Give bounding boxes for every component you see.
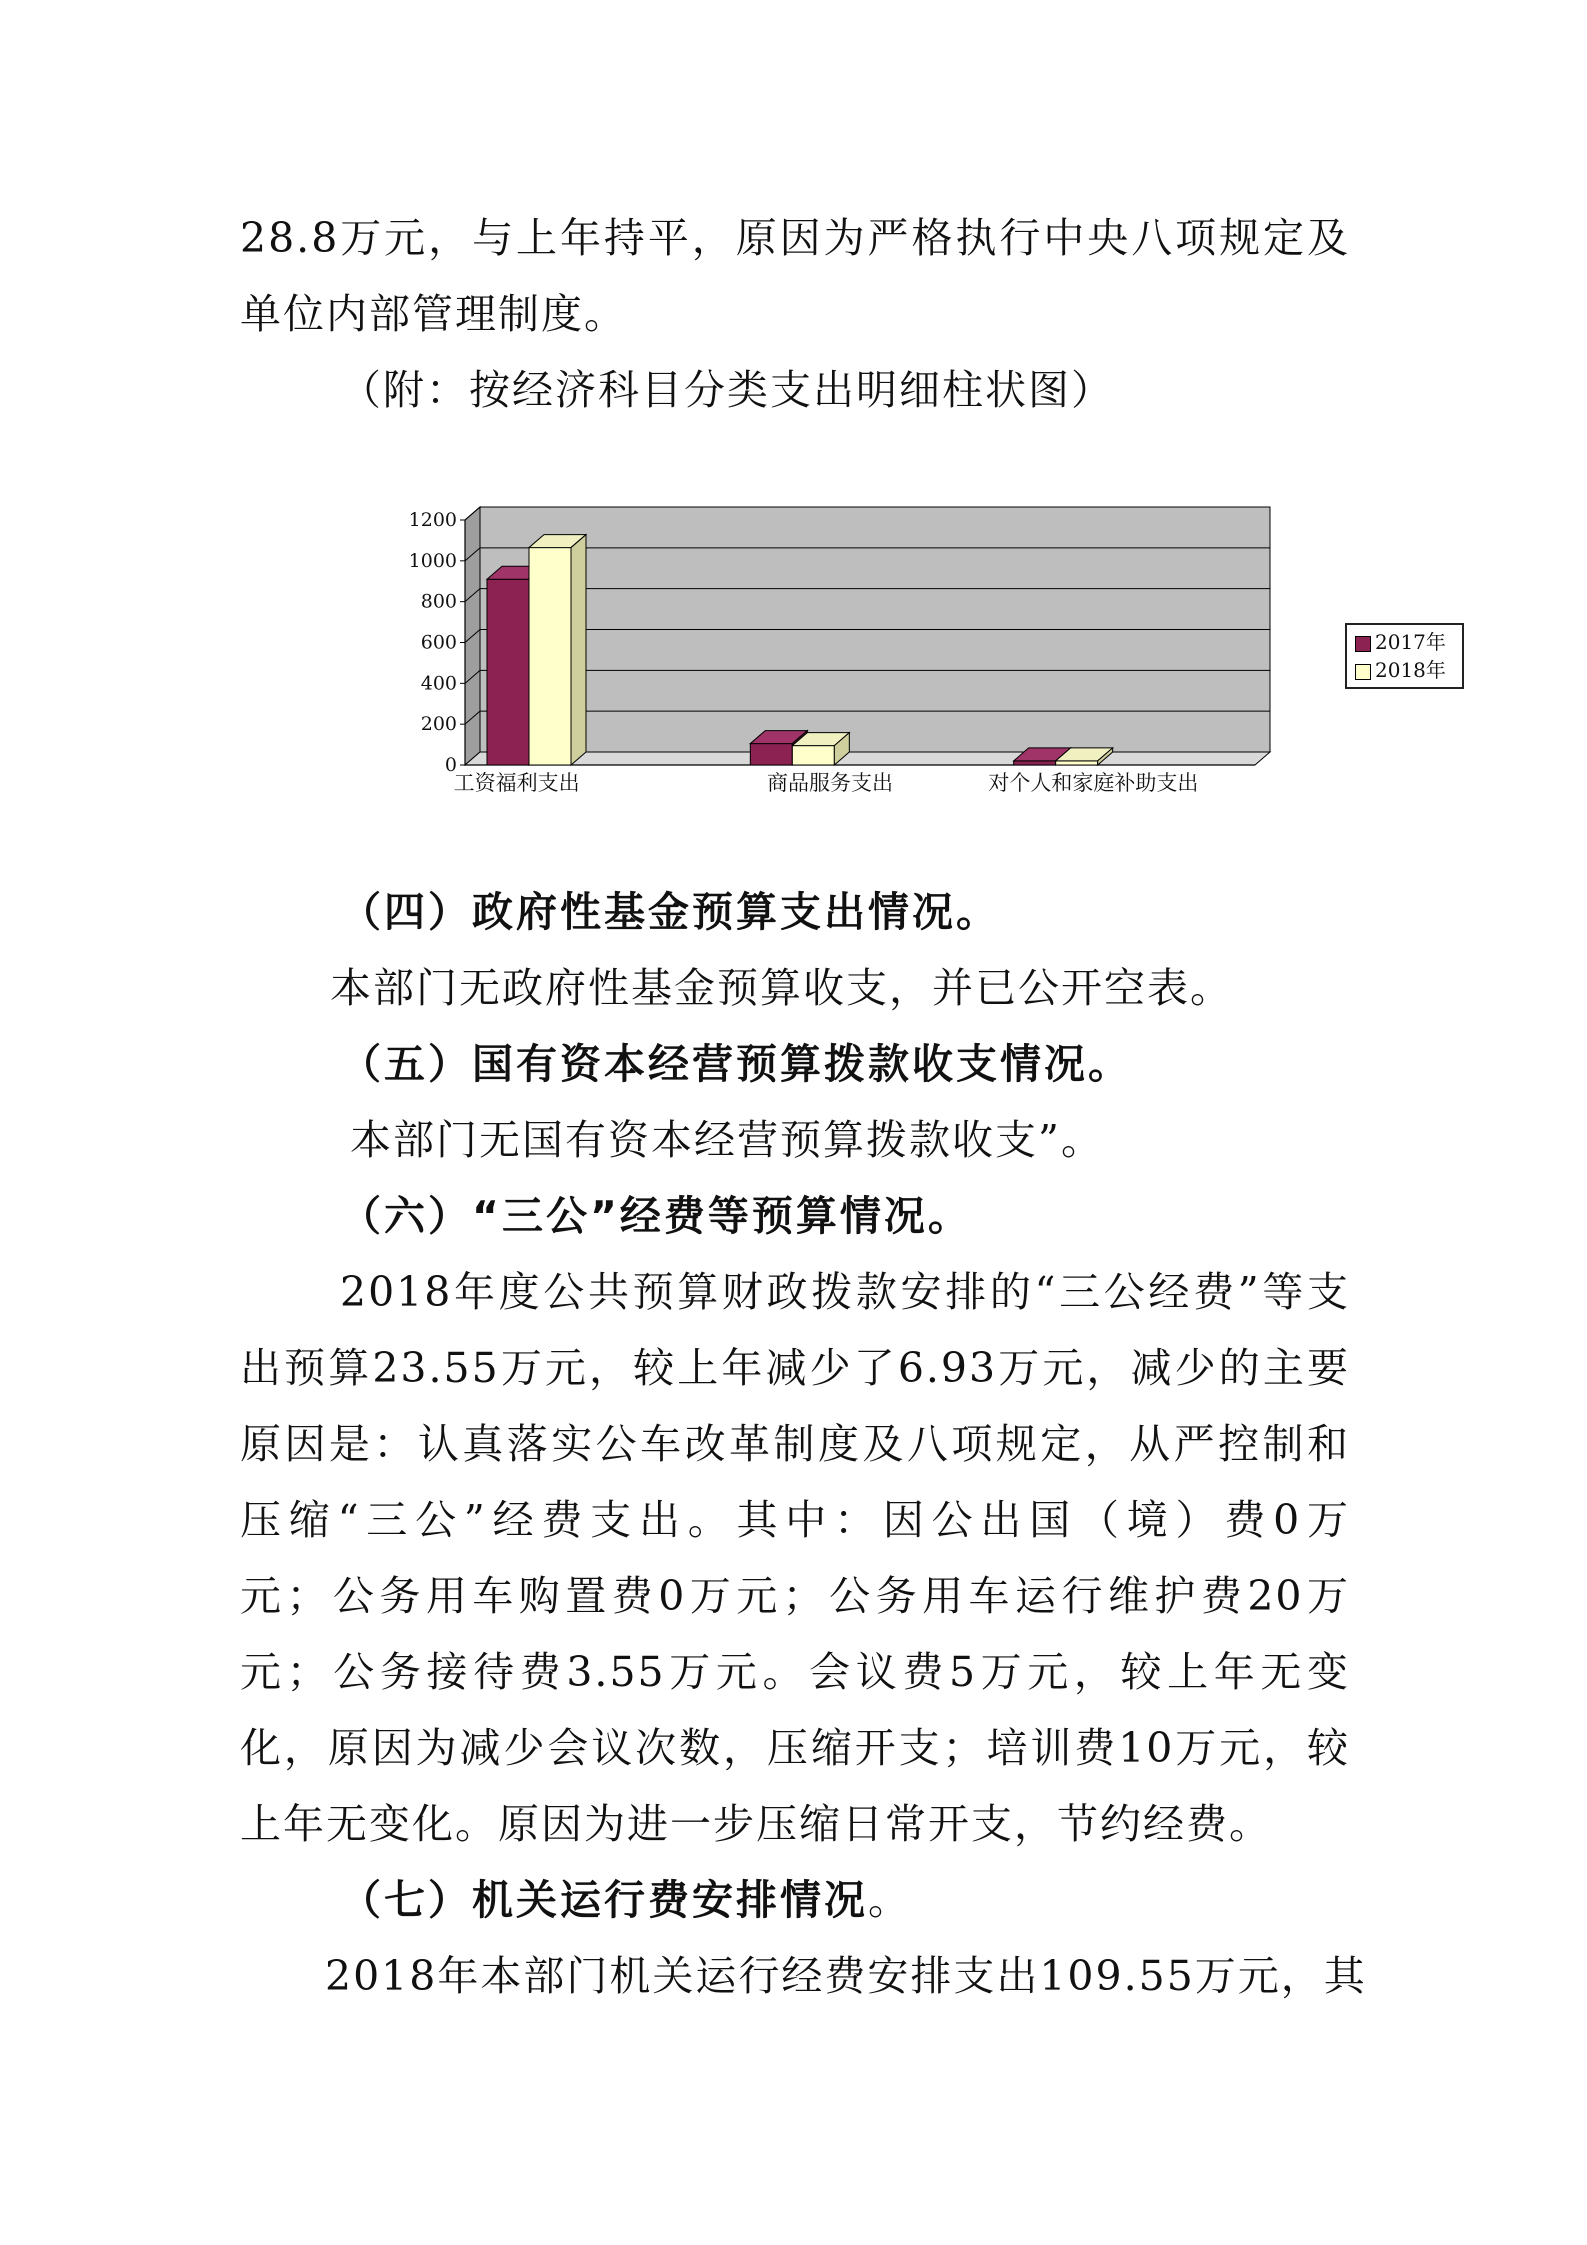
section-heading-7 <box>340 1876 1450 1924</box>
legend-item-2017 <box>1355 630 1446 654</box>
paragraph-line: 化，原因为减少会议次数，压缩开支；培训费10万元，较 <box>240 1724 1350 1772</box>
bar-front <box>487 579 529 765</box>
chart-caption: （附：按经济科目分类支出明细柱状图） <box>340 366 1114 414</box>
legend-swatch-2018 <box>1355 664 1371 680</box>
section-body-4: 本部门无政府性基金预算收支，并已公开空表。 <box>330 964 1233 1012</box>
legend-swatch-2017 <box>1355 636 1371 652</box>
bar-front <box>1014 761 1056 765</box>
x-tick-label: 商品服务支出 <box>767 771 893 795</box>
x-tick-label: 对个人和家庭补助支出 <box>988 771 1199 795</box>
paragraph-line: 28.8万元，与上年持平，原因为严格执行中央八项规定及 <box>240 214 1350 262</box>
paragraph-line: 2018年本部门机关运行经费安排支出109.55万元，其 <box>325 1952 1367 2000</box>
legend-label-2018: 2018年 <box>1375 658 1446 682</box>
chart-legend <box>1345 623 1464 689</box>
x-tick-label: 工资福利支出 <box>453 771 580 795</box>
section-heading-5: （五）国有资本经营预算拨款收支情况。 <box>340 1040 1132 1088</box>
bar-front <box>750 744 792 765</box>
y-tick-label: 200 <box>420 713 457 736</box>
y-tick-label: 400 <box>420 672 457 695</box>
bar-chart <box>400 490 1360 810</box>
paragraph-line: 元；公务用车购置费0万元；公务用车运行维护费20万 <box>240 1572 1350 1620</box>
section-heading-7-text: （七）机关运行费安排情况 <box>340 1876 868 1924</box>
paragraph-line: 上年无变化。原因为进一步压缩日常开支，节约经费。 <box>240 1800 1272 1848</box>
paragraph-line: 出预算23.55万元，较上年减少了6.93万元，减少的主要 <box>240 1344 1350 1392</box>
legend-label-2017: 2017年 <box>1375 630 1446 654</box>
section-heading-7-period: 。 <box>868 1876 911 1924</box>
y-tick-label: 1000 <box>408 549 457 572</box>
bar-front <box>529 548 571 765</box>
bar-side <box>571 535 586 765</box>
y-tick-label: 1200 <box>408 509 457 531</box>
legend-item-2018 <box>1355 658 1446 682</box>
section-body-5: 本部门无国有资本经营预算拨款收支”。 <box>350 1116 1104 1164</box>
bar-front <box>792 746 834 765</box>
section-heading-4: （四）政府性基金预算支出情况。 <box>340 888 1000 936</box>
section-heading-6: （六）“三公”经费等预算情况。 <box>340 1192 972 1240</box>
y-tick-label: 0 <box>444 754 457 776</box>
paragraph-line: 元；公务接待费3.55万元。会议费5万元，较上年无变 <box>240 1648 1350 1696</box>
paragraph-line: 2018年度公共预算财政拨款安排的“三公经费”等支 <box>340 1268 1350 1316</box>
bar-front <box>1056 761 1098 765</box>
y-tick-label: 600 <box>420 631 457 654</box>
paragraph-line: 压缩“三公”经费支出。其中：因公出国（境）费0万 <box>240 1496 1350 1544</box>
y-tick-label: 800 <box>420 590 457 613</box>
paragraph-line: 单位内部管理制度。 <box>240 290 627 338</box>
chart-floor <box>465 752 1270 765</box>
paragraph-line: 原因是：认真落实公车改革制度及八项规定，从严控制和 <box>240 1420 1350 1468</box>
